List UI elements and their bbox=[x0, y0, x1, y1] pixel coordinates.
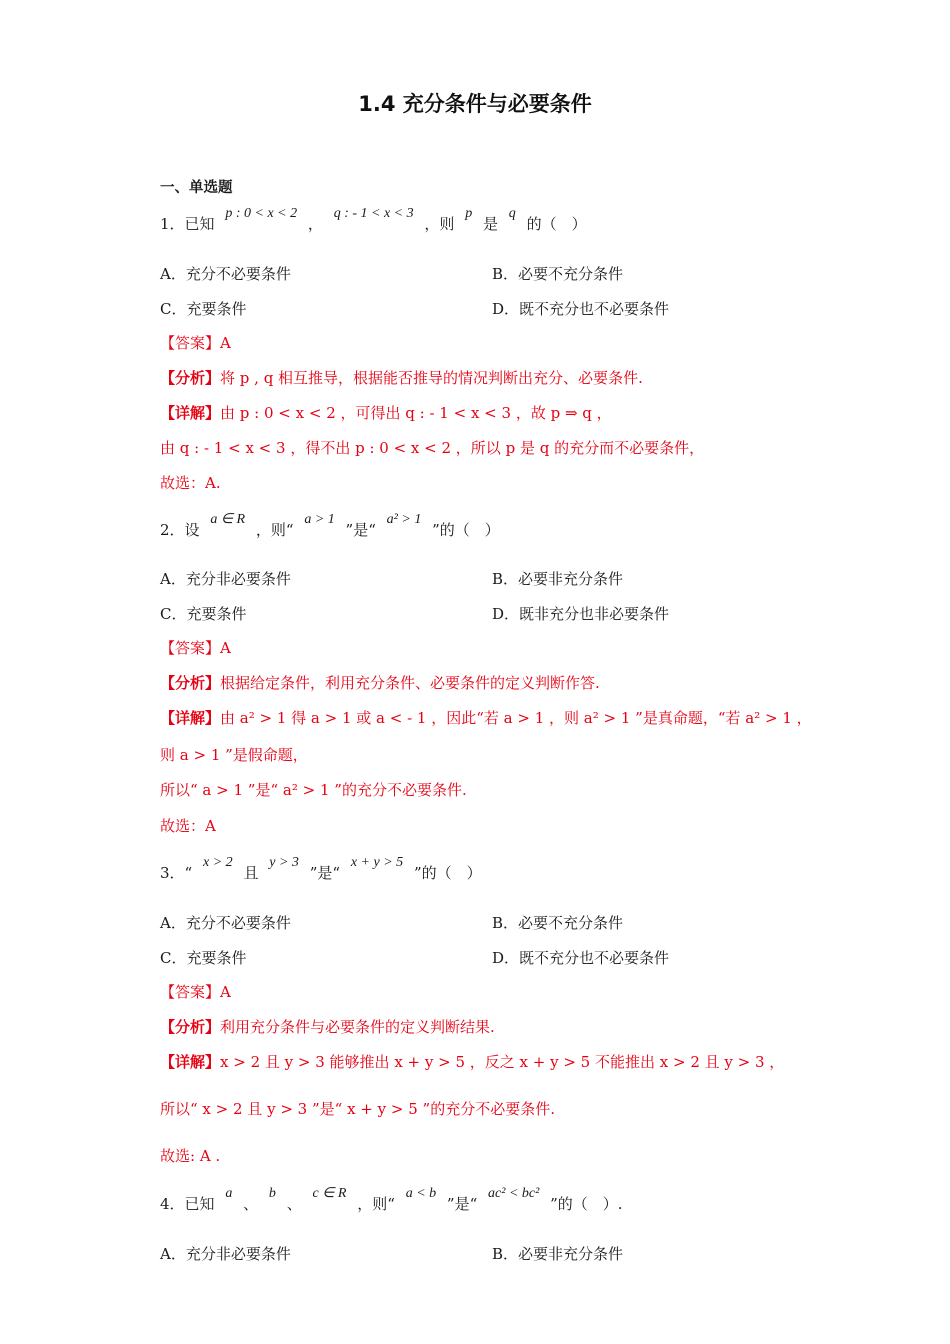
q1-option-c: C．充要条件 bbox=[160, 300, 247, 318]
q3-detail-line-2: 所以“ x > 2 且 y > 3 ”是“ x + y > 5 ”的充分不必要条件. bbox=[160, 1100, 555, 1118]
q2-detail-line-3: 所以“ a > 1 ”是“ a² > 1 ”的充分不必要条件. bbox=[160, 781, 467, 799]
question-3-stem: 3．“ x > 2 且 y > 3 ”是“ x + y > 5 ”的（ ） bbox=[160, 855, 482, 882]
q3-analysis: 【分析】利用充分条件与必要条件的定义判断结果. bbox=[160, 1018, 495, 1036]
q3-detail-line-1: 【详解】x > 2 且 y > 3 能够推出 x + y > 5 ，反之 x + y > 5 不能推出 x > 2 且 y > 3 ， bbox=[160, 1053, 785, 1071]
q3-option-c: C．充要条件 bbox=[160, 949, 247, 967]
q1-option-a: A．充分不必要条件 bbox=[160, 265, 291, 283]
q3-answer: 【答案】A bbox=[160, 983, 231, 1001]
q3-option-b: B．必要不充分条件 bbox=[492, 914, 624, 932]
q2-option-d: D．既非充分也非必要条件 bbox=[492, 605, 670, 623]
q4-option-a: A．充分非必要条件 bbox=[160, 1245, 291, 1263]
q1-analysis: 【分析】将 p , q 相互推导，根据能否推导的情况判断出充分、必要条件. bbox=[160, 369, 643, 387]
q2-detail-line-1: 【详解】由 a² > 1 得 a > 1 或 a < - 1 ，因此“若 a > 1 ，则 a² > 1 ”是真命题，“若 a² > 1 ， bbox=[160, 709, 812, 727]
q2-option-c: C．充要条件 bbox=[160, 605, 247, 623]
q2-answer: 【答案】A bbox=[160, 639, 231, 657]
q1-option-d: D．既不充分也不必要条件 bbox=[492, 300, 670, 318]
q1-detail-line-1: 【详解】由 p : 0 < x < 2 ，可得出 q : - 1 < x < 3 ，故 p ⇒ q ， bbox=[160, 404, 612, 422]
q3-option-d: D．既不充分也不必要条件 bbox=[492, 949, 670, 967]
q2-option-a: A．充分非必要条件 bbox=[160, 570, 291, 588]
q1-option-b: B．必要不充分条件 bbox=[492, 265, 624, 283]
q2-choice: 故选：A bbox=[160, 817, 216, 835]
section-heading: 一、单选题 bbox=[160, 180, 233, 196]
q2-option-b: B．必要非充分条件 bbox=[492, 570, 624, 588]
q1-answer: 【答案】A bbox=[160, 334, 231, 352]
q1-condition-q: q : - 1 < x < 3 bbox=[333, 206, 414, 221]
q3-choice: 故选: A . bbox=[160, 1147, 221, 1165]
q3-option-a: A．充分不必要条件 bbox=[160, 914, 291, 932]
q1-choice: 故选：A. bbox=[160, 474, 221, 492]
question-1-stem: 1．已知 p : 0 < x < 2 ， q : - 1 < x < 3 ，则 p 是 q 的（ ） bbox=[160, 206, 587, 233]
q1-condition-p: p : 0 < x < 2 bbox=[225, 206, 298, 221]
q2-analysis: 【分析】根据给定条件，利用充分条件、必要条件的定义判断作答. bbox=[160, 674, 600, 692]
q1-detail-line-2: 由 q : - 1 < x < 3 ，得不出 p : 0 < x < 2 ，所以 p 是 q 的充分而不必要条件， bbox=[160, 439, 705, 457]
page-title: 1.4 充分条件与必要条件 bbox=[358, 92, 592, 116]
q2-detail-line-2: 则 a > 1 ”是假命题， bbox=[160, 746, 308, 764]
question-4-stem: 4．已知 a 、 b 、 c ∈ R ，则“ a < b ”是“ ac² < bc² ”的（ ）. bbox=[160, 1186, 623, 1213]
question-2-stem: 2．设 a ∈ R ，则“ a > 1 ”是“ a² > 1 ”的（ ） bbox=[160, 512, 500, 539]
q4-option-b: B．必要非充分条件 bbox=[492, 1245, 624, 1263]
